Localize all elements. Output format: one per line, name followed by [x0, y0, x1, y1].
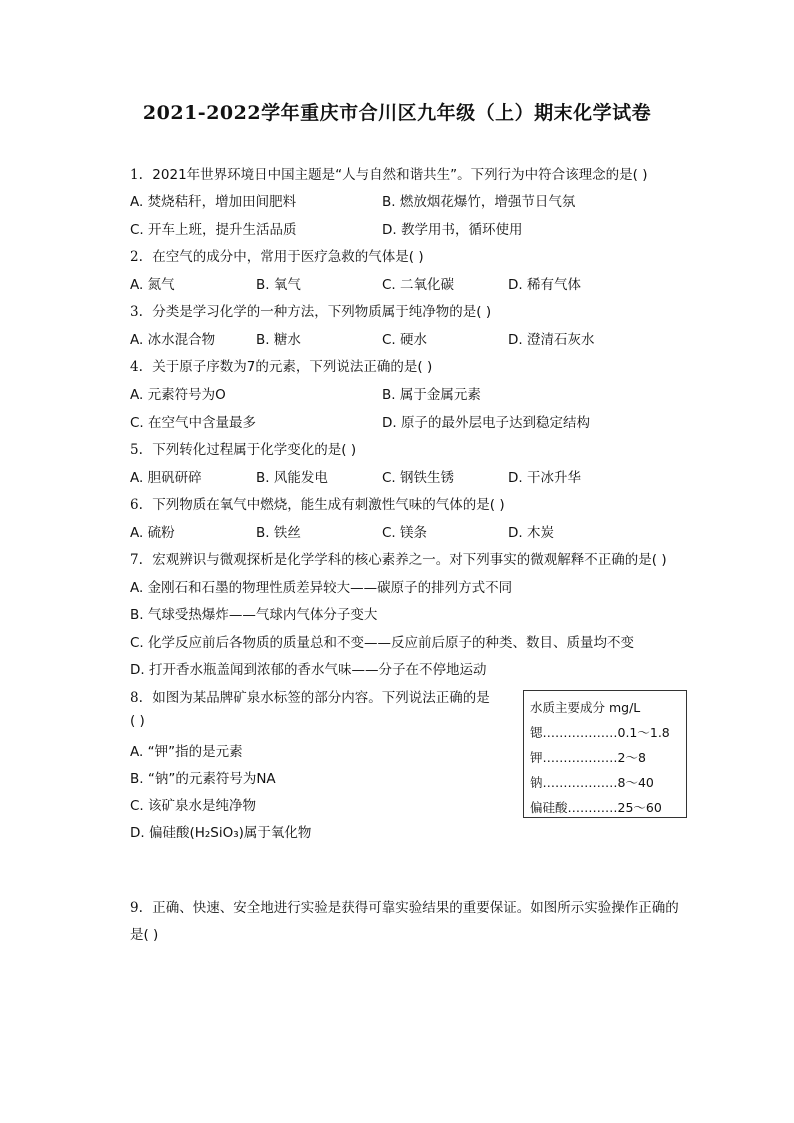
option-b: B. 属于金属元素 — [382, 387, 481, 403]
question-text: 下列转化过程属于化学变化的是( ) — [152, 442, 357, 458]
question-number: 6. — [130, 497, 143, 513]
question-9 — [130, 896, 679, 916]
question-text: 正确、快速、安全地进行实验是获得可靠实验结果的重要保证。如图所示实验操作正确的 — [152, 900, 679, 916]
question-text: 关于原子序数为7的元素，下列说法正确的是( ) — [152, 359, 433, 375]
option-a: A. 硫粉 — [130, 525, 175, 541]
option-c: C. 开车上班，提升生活品质 — [130, 222, 297, 238]
option-a: A. 冰水混合物 — [130, 332, 216, 348]
option-a: A. 金刚石和石墨的物理性质差异较大——碳原子的排列方式不同 — [130, 580, 513, 596]
question-8 — [130, 686, 490, 706]
option-d: D. 澄清石灰水 — [508, 332, 595, 348]
question-8-continuation: ( ) — [130, 713, 145, 729]
option-b: B. 风能发电 — [256, 470, 328, 486]
question-6 — [130, 493, 505, 513]
option-a: A. 氮气 — [130, 277, 175, 293]
option-b: B. 气球受热爆炸——气球内气体分子变大 — [130, 607, 378, 623]
option-c: C. 在空气中含量最多 — [130, 415, 257, 431]
question-number: 9. — [130, 900, 143, 916]
question-7 — [130, 548, 667, 568]
mineral-water-label — [523, 690, 687, 818]
option-c: C. 二氧化碳 — [382, 277, 455, 293]
question-text: 在空气的成分中，常用于医疗急救的气体是( ) — [152, 249, 424, 265]
question-3 — [130, 300, 491, 320]
option-d: D. 原子的最外层电子达到稳定结构 — [382, 415, 590, 431]
option-a: A. 胆矾研碎 — [130, 470, 202, 486]
question-number: 8. — [130, 690, 143, 706]
question-text: 下列物质在氧气中燃烧，能生成有刺激性气味的气体的是( ) — [152, 497, 505, 513]
question-number: 1. — [130, 167, 143, 183]
option-b: B. 铁丝 — [256, 525, 301, 541]
question-number: 2. — [130, 249, 143, 265]
option-c: C. 化学反应前后各物质的质量总和不变——反应前后原子的种类、数目、质量均不变 — [130, 635, 635, 651]
option-a: A. “钾”指的是元素 — [130, 744, 243, 760]
option-a: A. 焚烧秸秆，增加田间肥料 — [130, 194, 297, 210]
option-d: D. 打开香水瓶盖闻到浓郁的香水气味——分子在不停地运动 — [130, 662, 487, 678]
label-header: 水质主要成分 mg/L — [530, 700, 641, 715]
option-c: C. 硬水 — [382, 332, 428, 348]
option-d: D. 干冰升华 — [508, 470, 581, 486]
question-2 — [130, 245, 424, 265]
question-4 — [130, 355, 432, 375]
option-c: C. 镁条 — [382, 525, 428, 541]
question-text: 如图为某品牌矿泉水标签的部分内容。下列说法正确的是 — [152, 690, 490, 706]
option-b: B. 氧气 — [256, 277, 301, 293]
option-b: B. 糖水 — [256, 332, 301, 348]
option-d: D. 教学用书，循环使用 — [382, 222, 523, 238]
label-row: 偏硅酸…………25～60 — [530, 800, 662, 815]
question-text: 分类是学习化学的一种方法，下列物质属于纯净物的是( ) — [152, 304, 492, 320]
page-title: 2021-2022学年重庆市合川区九年级（上）期末化学试卷 — [142, 102, 652, 124]
label-row: 钾………………2～8 — [530, 750, 646, 765]
question-number: 4. — [130, 359, 143, 375]
option-d: D. 木炭 — [508, 525, 554, 541]
label-row: 钠………………8～40 — [530, 775, 654, 790]
question-number: 3. — [130, 304, 143, 320]
option-d: D. 偏硅酸(H₂SiO₃)属于氧化物 — [130, 825, 312, 841]
option-c: C. 钢铁生锈 — [382, 470, 455, 486]
option-a: A. 元素符号为O — [130, 387, 226, 403]
label-row: 锶………………0.1～1.8 — [530, 725, 670, 740]
question-text: 2021年世界环境日中国主题是“人与自然和谐共生”。下列行为中符合该理念的是( ) — [152, 167, 648, 183]
option-b: B. 燃放烟花爆竹，增强节日气氛 — [382, 194, 576, 210]
question-1 — [130, 163, 647, 183]
option-b: B. “钠”的元素符号为NA — [130, 771, 276, 787]
question-number: 5. — [130, 442, 143, 458]
option-d: D. 稀有气体 — [508, 277, 581, 293]
question-5 — [130, 438, 356, 458]
option-c: C. 该矿泉水是纯净物 — [130, 798, 257, 814]
question-number: 7. — [130, 552, 143, 568]
question-text: 宏观辨识与微观探析是化学学科的核心素养之一。对下列事实的微观解释不正确的是( ) — [152, 552, 667, 568]
question-9-continuation: 是( ) — [130, 927, 159, 943]
